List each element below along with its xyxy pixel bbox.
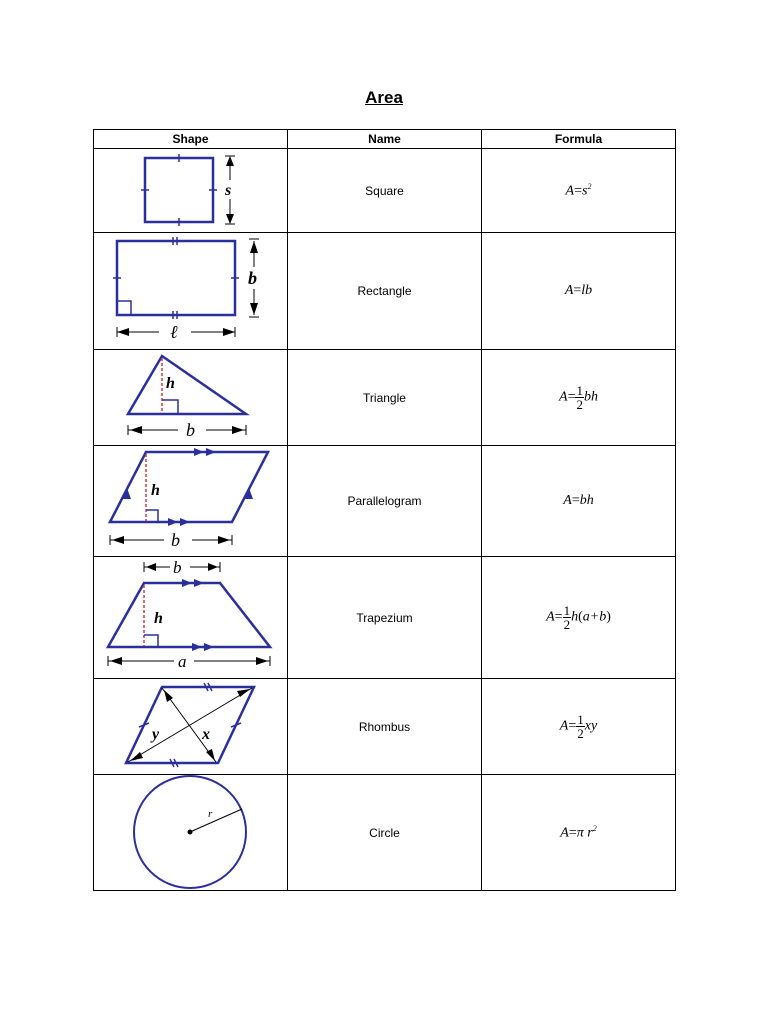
formula-circle: A=π $r^2$ [482, 775, 676, 891]
rectangle-diagram [94, 233, 288, 349]
formula-trapezium: A= $\frac{1}{2}$ h(a+b) [482, 557, 676, 679]
shape-cell [94, 149, 288, 233]
header-row [94, 130, 676, 149]
shape-name: Circle [288, 775, 482, 891]
parallelogram-diagram [94, 446, 288, 556]
label-y: y [152, 726, 160, 743]
shape-name: Rhombus [288, 679, 482, 775]
table-row [94, 350, 676, 446]
square-diagram [94, 149, 288, 232]
table-row [94, 446, 676, 557]
formula-rectangle: A=lb [482, 233, 676, 350]
formula-square: $A=s^2$ [482, 149, 676, 233]
trapezium-diagram [94, 557, 288, 678]
shape-name: Triangle [288, 350, 482, 446]
shape-name: Trapezium [288, 557, 482, 679]
shape-cell [94, 350, 288, 446]
header-formula: Formula [482, 130, 676, 149]
label-x: x [202, 726, 210, 743]
table-row [94, 149, 676, 233]
table-row [94, 557, 676, 679]
formula-triangle: A= $\frac{1}{2}$ bh [482, 350, 676, 446]
label-a: a [178, 652, 187, 671]
table-row [94, 775, 676, 891]
shape-cell [94, 233, 288, 350]
label-b: b [171, 530, 180, 550]
label-h: h [151, 482, 160, 499]
shape-name: Rectangle [288, 233, 482, 350]
area-table [93, 129, 676, 891]
label-s: s [225, 182, 232, 199]
triangle-diagram [94, 350, 288, 445]
shape-cell [94, 679, 288, 775]
label-b: b [248, 268, 257, 288]
label-h: h [154, 610, 163, 627]
shape-cell [94, 557, 288, 679]
rhombus-diagram [94, 679, 288, 774]
formula-rhombus: A= $\frac{1}{2}$ xy [482, 679, 676, 775]
label-r: r [208, 808, 213, 820]
table-row [94, 233, 676, 350]
table-row [94, 679, 676, 775]
label-h: h [166, 375, 175, 392]
shape-cell [94, 446, 288, 557]
circle-diagram [94, 775, 288, 890]
formula-parallelogram: A=bh [482, 446, 676, 557]
label-l: ℓ [170, 322, 178, 342]
page-title: Area [365, 88, 403, 107]
shape-name: Square [288, 149, 482, 233]
header-name: Name [288, 130, 482, 149]
label-b: b [173, 558, 182, 577]
shape-cell [94, 775, 288, 891]
label-b: b [186, 420, 195, 440]
shape-name: Parallelogram [288, 446, 482, 557]
header-shape: Shape [94, 130, 288, 149]
